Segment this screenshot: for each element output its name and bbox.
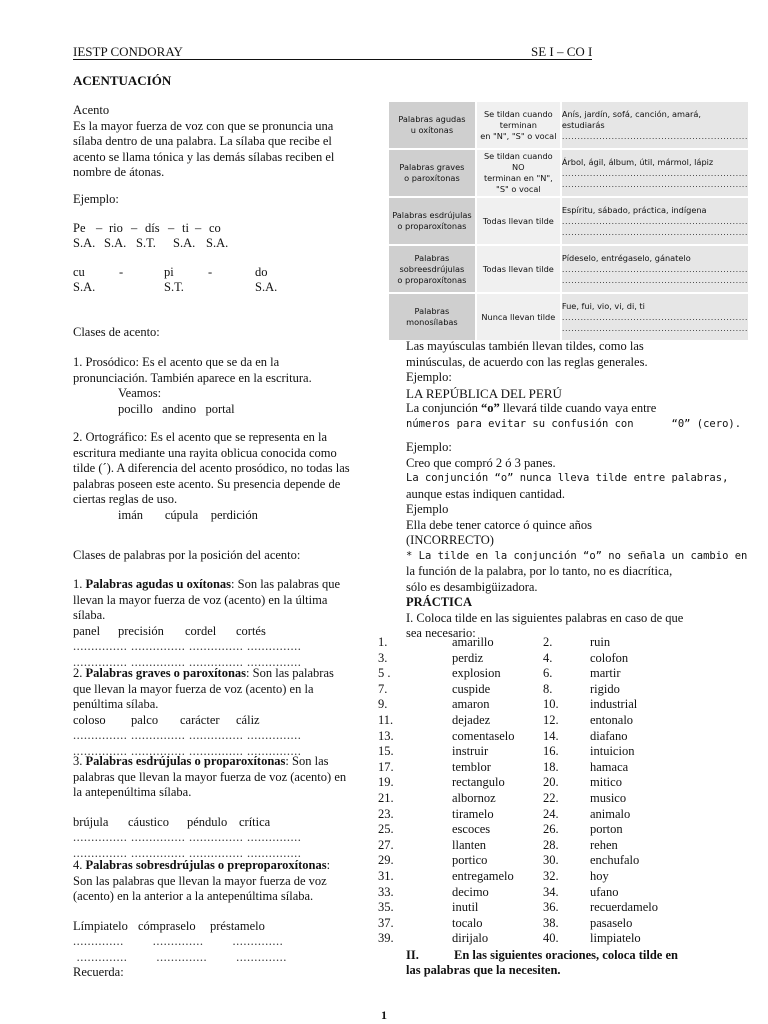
example-word: brújula: [73, 814, 109, 829]
esdrujulas-section: [73, 754, 373, 861]
rule-text: [476, 293, 561, 341]
practice-word: intuicion: [590, 744, 635, 759]
practice-number: 5 .: [378, 666, 391, 681]
cell-line: Palabras sobreesdrújulas: [399, 252, 465, 274]
practice-row: [378, 931, 738, 947]
graves-line: que llevan la mayor fuerza de voz (acento) en la: [73, 681, 314, 696]
esdrujulas-line: palabras que llevan la mayor fuerza de voz (acento) en: [73, 769, 347, 784]
practice-word: musico: [590, 790, 627, 805]
rule-examples: [561, 245, 749, 293]
conjuncion-text: La conjunción: [406, 401, 481, 415]
blank-line: ............................................................: [561, 322, 748, 333]
practice-word: perdiz: [452, 650, 484, 665]
syllable: do: [255, 265, 268, 279]
practice-word: ruin: [590, 635, 611, 649]
practice-word: decimo: [452, 884, 489, 899]
practice-number: 13.: [378, 728, 394, 743]
ortografico-section: [73, 430, 373, 523]
practica-instruction: I. Coloca tilde en las siguientes palabras en caso de que: [406, 610, 684, 625]
practice-number: 14.: [543, 728, 559, 743]
header-rule: [73, 59, 592, 60]
ortografico-line: tilde (´). A diferencia del acento prosódico, no todas las: [73, 461, 350, 475]
practice-word: recuerdamelo: [590, 900, 659, 915]
practice-word: mitico: [590, 775, 622, 790]
syllable-tag: S.A.: [73, 280, 96, 294]
agudas-term: Palabras agudas u oxítonas: [85, 577, 232, 591]
cell-line: Se tildan cuando terminan: [483, 108, 553, 130]
practice-word: amaron: [452, 697, 490, 712]
practice-number: 28.: [543, 837, 559, 852]
practice-word: cuspide: [452, 681, 491, 696]
cell-line: Nunca llevan tilde: [481, 311, 556, 322]
rule-examples: [561, 197, 749, 245]
conjuncion-line: números para evitar su confusión con “0” (cero).: [406, 417, 742, 430]
practice-number: 17.: [378, 759, 394, 774]
ejemplo-label: Ejemplo: [406, 502, 449, 516]
sobresdrujulas-term: Palabras sobresdrújulas o preproparoxítonas: [85, 858, 327, 872]
practice-word: hoy: [590, 868, 609, 883]
ortografico-line: escritura mediante una rayita oblicua conocida como: [73, 445, 337, 460]
practice-number: 34.: [543, 884, 559, 899]
syllable: Pe: [73, 221, 86, 235]
syllable: cu: [73, 265, 85, 279]
rule-type: [388, 101, 476, 149]
cell-line: u oxítonas: [410, 125, 454, 135]
practice-row: [378, 713, 738, 729]
sobresdrujulas-line: Son las palabras que llevan la mayor fuerza de voz: [73, 873, 327, 888]
practice-number: 29.: [378, 853, 394, 868]
syllable-dash: –: [131, 221, 138, 235]
rule-text: [476, 101, 561, 149]
syllable: ti: [182, 221, 189, 235]
practice-number: 11.: [378, 712, 394, 727]
practice-word: inutil: [452, 900, 479, 915]
example-word: crítica: [239, 814, 271, 829]
rule-examples: [561, 149, 749, 197]
cell-line: Todas llevan tilde: [482, 215, 554, 226]
acento-text-line: acento se llama tónica y las demás sílabas reciben el: [73, 149, 335, 164]
syllable-dash: –: [96, 221, 103, 235]
acento-text-line: nombre de átonas.: [73, 165, 165, 179]
esdrujulas-number: 3.: [73, 754, 86, 768]
example-word: precisión: [118, 623, 164, 638]
practice-number: 10.: [543, 697, 559, 712]
practice-number: 16.: [543, 744, 559, 759]
ortografico-examples: imán cúpula perdición: [118, 507, 258, 522]
agudas-text: : Son las palabras que: [231, 577, 341, 591]
graves-line: penúltima sílaba.: [73, 697, 159, 711]
agudas-line: sílaba.: [73, 608, 106, 622]
sobresdrujulas-text: :: [326, 858, 331, 872]
example-word: cáliz: [236, 712, 260, 727]
example-word: préstamelo: [210, 918, 265, 933]
practica-heading: PRÁCTICA: [406, 595, 472, 609]
blank-line: ............................................................: [561, 226, 748, 237]
practice-word: diafano: [590, 728, 628, 743]
cell-line: Palabras esdrújulas: [392, 210, 472, 220]
practice-row: [378, 916, 738, 932]
acento-heading: Acento: [73, 103, 110, 117]
rule-examples: [561, 293, 749, 341]
table-row: [388, 101, 749, 149]
clases-acento-heading: Clases de acento:: [73, 325, 160, 339]
syllable-dash: -: [119, 265, 124, 279]
prosodico-line: 1. Prosódico: Es el acento que se da en la: [73, 355, 280, 369]
blank-line: ............... ............... ............... ...............: [73, 639, 302, 653]
practice-word: industrial: [590, 697, 638, 712]
mayusculas-line: Las mayúsculas también llevan tildes, como las: [406, 339, 644, 353]
graves-text: : Son las palabras: [246, 666, 334, 680]
nota-line: * La tilde en la conjunción “o” no señala un cambio en: [406, 549, 748, 562]
syllable: dís: [145, 221, 160, 235]
mayusculas-line: minúsculas, de acuerdo con las reglas generales.: [406, 354, 648, 369]
rule-text: [476, 149, 561, 197]
cell-line: Fue, fui, vio, vi, di, ti: [561, 300, 645, 311]
incorrecto-label: (INCORRECTO): [406, 533, 494, 547]
syllable-dash: –: [195, 221, 202, 235]
practice-number: 39.: [378, 931, 394, 946]
blank-line: ............................................................: [561, 130, 748, 141]
syllable: rio: [109, 221, 123, 235]
example-word: péndulo: [187, 814, 228, 829]
example-word: cortés: [236, 623, 266, 638]
cell-line: en "N", "S" o vocal: [480, 130, 557, 141]
page-title: ACENTUACIÓN: [73, 73, 172, 88]
blank-line: .............. .............. ..............: [73, 949, 287, 964]
practice-number: 4.: [543, 650, 553, 665]
practice-number: 37.: [378, 915, 394, 930]
ortografico-line: palabras poseen este acento. Su presencia depende de: [73, 476, 341, 491]
syllable: pi: [164, 265, 174, 279]
practice-number: 2.: [543, 635, 553, 649]
table-row: [388, 197, 749, 245]
example-word: cáustico: [128, 814, 169, 829]
nota-line: la función de la palabra, por lo tanto, no es diacrítica,: [406, 564, 673, 578]
practice-word: amarillo: [452, 635, 494, 649]
blank-line: ............................................................: [561, 167, 748, 178]
practice-row: [378, 791, 738, 807]
syllable-tag: S.A.: [73, 236, 96, 250]
blank-line: ............................................................: [561, 263, 748, 274]
practice-number: 36.: [543, 900, 559, 915]
practice-word: limpiatelo: [590, 931, 641, 946]
practice-number: 9.: [378, 697, 388, 712]
cell-line: estudiarás: [561, 119, 605, 130]
practice-row: [378, 885, 738, 901]
example-word: cómpraselo: [138, 918, 196, 933]
practice-number: 1.: [378, 635, 388, 649]
practice-word: explosion: [452, 666, 501, 681]
practice-word: porton: [590, 822, 623, 837]
practice-number: 6.: [543, 666, 553, 681]
example-2: [73, 265, 303, 297]
acento-text-line: sílaba dentro de una palabra. La sílaba que recibe el: [73, 134, 332, 148]
graves-term: Palabras graves o paroxítonas: [85, 666, 247, 680]
accent-rules-table: [387, 100, 750, 342]
example-word: carácter: [180, 712, 220, 727]
cell-line: o proparoxítonas: [397, 221, 467, 231]
blank-line: ............... ............... ............... ...............: [73, 845, 302, 860]
table-row: [388, 245, 749, 293]
page-number: 1: [381, 1008, 387, 1022]
practice-word: rectangulo: [452, 775, 505, 790]
practice-word: portico: [452, 853, 488, 868]
practice-row: [378, 697, 738, 713]
practice-number: 24.: [543, 806, 559, 821]
cell-line: Se tildan cuando NO: [483, 151, 553, 172]
practice-number: 12.: [543, 712, 559, 727]
republica-example: LA REPÚBLICA DEL PERÚ: [406, 385, 562, 401]
example-1: [73, 221, 273, 253]
section-ii-number: II.: [406, 948, 419, 962]
syllable-tag: S.T.: [164, 280, 184, 294]
agudas-number: 1.: [73, 577, 86, 591]
blank-line: ............................................................: [561, 215, 748, 226]
practice-row: [378, 869, 738, 885]
practice-number: 30.: [543, 853, 559, 868]
esdrujulas-term: Palabras esdrújulas o proparoxítonas: [85, 754, 286, 768]
rule-text: [476, 245, 561, 293]
ella-example: Ella debe tener catorce ó quince años: [406, 517, 593, 532]
cell-line: Árbol, ágil, álbum, útil, mármol, lápiz: [561, 156, 714, 167]
cell-line: Palabras: [414, 306, 450, 316]
right-text-section: [406, 339, 746, 642]
practice-word: tocalo: [452, 915, 483, 930]
practice-word: tiramelo: [452, 806, 494, 821]
practice-word: entregamelo: [452, 868, 514, 883]
practice-word: albornoz: [452, 790, 496, 805]
practice-word: hamaca: [590, 759, 629, 774]
example-word: panel: [73, 623, 101, 638]
conjuncion-text: llevará tilde cuando vaya entre: [499, 401, 657, 415]
practica-instruction: sea necesario:: [406, 626, 476, 640]
practice-word: ufano: [590, 884, 619, 899]
ortografico-line: 2. Ortográfico: Es el acento que se representa en la: [73, 430, 328, 444]
practice-row: [378, 666, 738, 682]
practice-number: 19.: [378, 775, 394, 790]
practice-word: rehen: [590, 837, 618, 852]
cell-line: o paroxítonas: [404, 173, 460, 183]
cell-line: Palabras agudas: [398, 114, 466, 124]
practice-word: comentaselo: [452, 728, 515, 743]
header-left: IESTP CONDORAY: [73, 44, 183, 59]
sobresdrujulas-section: [73, 858, 373, 981]
rule-text: [476, 197, 561, 245]
practice-number: 25.: [378, 822, 394, 837]
prosodico-line: pronunciación. También aparece en la escritura.: [73, 370, 312, 385]
practice-number: 21.: [378, 790, 394, 805]
practice-word: martir: [590, 666, 621, 681]
blank-line: ............................................................: [561, 311, 748, 322]
rule-type: [388, 245, 476, 293]
practice-row: [378, 744, 738, 760]
agudas-section: [73, 577, 373, 670]
cell-line: terminan en "N", "S" o vocal: [483, 173, 553, 194]
cell-line: o proparoxítonas: [397, 274, 467, 285]
recuerda-label: Recuerda:: [73, 965, 124, 979]
practice-word: instruir: [452, 744, 489, 759]
practice-row: [378, 760, 738, 776]
blank-line: ............... ............... ............... ...............: [73, 654, 302, 669]
practice-number: 32.: [543, 868, 559, 883]
practice-row: [378, 635, 738, 651]
cell-line: Palabras graves: [399, 162, 465, 172]
practice-word: entonalo: [590, 712, 634, 727]
practice-row: [378, 822, 738, 838]
practice-row: [378, 775, 738, 791]
syllable-tag: S.A.: [104, 236, 127, 250]
rule-type: [388, 149, 476, 197]
syllable-tag: S.A.: [255, 280, 278, 294]
practice-number: 23.: [378, 806, 394, 821]
nunca-rule: La conjunción “o” nunca lleva tilde entre palabras,: [406, 472, 729, 484]
practice-number: 22.: [543, 790, 559, 805]
prosodico-section: [73, 355, 373, 417]
ejemplo-label: Ejemplo:: [406, 370, 452, 384]
practice-row: [378, 838, 738, 854]
practice-number: 3.: [378, 650, 388, 665]
practice-number: 33.: [378, 884, 394, 899]
practice-word-list: [378, 635, 738, 947]
table-row: [388, 149, 749, 197]
example-word: palco: [131, 712, 159, 727]
clases-palabras-heading: Clases de palabras por la posición del acento:: [73, 548, 301, 562]
practice-number: 40.: [543, 931, 559, 946]
ejemplo-label: Ejemplo:: [73, 192, 119, 206]
practice-number: 15.: [378, 744, 394, 759]
practice-word: enchufalo: [590, 853, 640, 868]
conjuncion-o: “o”: [480, 401, 500, 415]
practice-row: [378, 853, 738, 869]
practice-number: 7.: [378, 681, 388, 696]
practice-row: [378, 807, 738, 823]
cell-line: Pídeselo, entrégaselo, gánatelo: [561, 252, 691, 263]
syllable: co: [209, 221, 221, 235]
example-word: cordel: [185, 623, 217, 638]
sobresdrujulas-number: 4.: [73, 858, 86, 872]
syllable-tag: S.A.: [173, 236, 196, 250]
practice-number: 35.: [378, 900, 394, 915]
blank-line: ............... ............... ............... ...............: [73, 830, 302, 844]
ejemplo-label: Ejemplo:: [406, 440, 452, 454]
graves-number: 2.: [73, 666, 86, 680]
esdrujulas-text: : Son las: [285, 754, 329, 768]
practice-row: [378, 682, 738, 698]
syllable-tag: S.A.: [206, 236, 229, 250]
practice-word: temblor: [452, 759, 491, 774]
practice-word: llanten: [452, 837, 487, 852]
acento-text-line: Es la mayor fuerza de voz con que se pronuncia una: [73, 118, 334, 133]
blank-line: ............... ............... ............... ...............: [73, 728, 302, 742]
sobresdrujulas-line: (acento) en la anterior a la antepenúltima sílaba.: [73, 889, 314, 903]
practice-number: 26.: [543, 822, 559, 837]
practice-number: 18.: [543, 759, 559, 774]
blank-line: .............. .............. ..............: [73, 934, 284, 948]
example-word: coloso: [73, 712, 106, 727]
practice-word: animalo: [590, 806, 631, 821]
cell-line: Todas llevan tilde: [482, 263, 554, 274]
cell-line: Anís, jardín, sofá, canción, amará,: [561, 108, 702, 119]
practice-word: rigido: [590, 681, 620, 696]
section-ii-line: las palabras que la necesiten.: [406, 963, 561, 977]
prosodico-examples: pocillo andino portal: [118, 401, 235, 416]
syllable-dash: –: [168, 221, 175, 235]
blank-line: ............... ............... ............... ...............: [73, 743, 302, 758]
practice-number: 20.: [543, 775, 559, 790]
veamos-label: Veamos:: [118, 386, 162, 400]
practice-word: pasaselo: [590, 915, 633, 930]
example-word: Límpiatelo: [73, 918, 128, 933]
table-row: [388, 293, 749, 341]
practice-number: 27.: [378, 837, 394, 852]
practice-row: [378, 651, 738, 667]
graves-section: [73, 666, 373, 759]
practice-word: dejadez: [452, 712, 491, 727]
acento-section: [73, 103, 373, 181]
ortografico-line: ciertas reglas de uso.: [73, 492, 178, 506]
practice-word: dirijalo: [452, 931, 489, 946]
blank-line: ............................................................: [561, 274, 748, 285]
creo-example: Creo que compró 2 ó 3 panes.: [406, 455, 556, 470]
rule-type: [388, 197, 476, 245]
header-right: SE I – CO I: [531, 44, 593, 59]
agudas-line: llevan la mayor fuerza de voz (acento) en la última: [73, 592, 328, 607]
practice-word: colofon: [590, 650, 629, 665]
rule-type: [388, 293, 476, 341]
practice-row: [378, 900, 738, 916]
esdrujulas-line: la antepenúltima sílaba.: [73, 785, 192, 799]
practice-number: 38.: [543, 915, 559, 930]
aunque-line: aunque estas indiquen cantidad.: [406, 486, 565, 501]
blank-line: ............................................................: [561, 178, 748, 189]
practice-row: [378, 729, 738, 745]
syllable-tag: S.T.: [136, 236, 156, 250]
section-ii-line: En las siguientes oraciones, coloca tilde en: [454, 948, 678, 962]
syllable-dash: -: [208, 265, 213, 279]
nota-line: sólo es desambigüizadora.: [406, 579, 538, 594]
practice-number: 8.: [543, 681, 553, 696]
practice-word: escoces: [452, 822, 491, 837]
rule-examples: [561, 101, 749, 149]
cell-line: Espíritu, sábado, práctica, indígena: [561, 204, 707, 215]
cell-line: monosílabas: [406, 317, 458, 327]
practice-number: 31.: [378, 868, 394, 883]
